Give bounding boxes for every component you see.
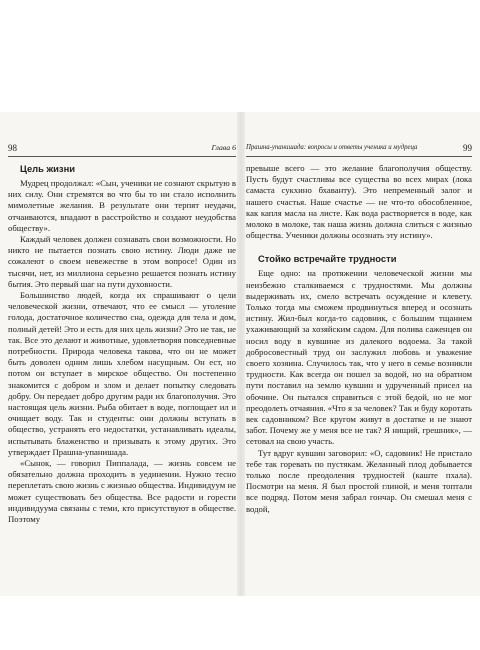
running-head: Глава 6 [211,143,236,152]
book-gutter [237,112,245,596]
section-heading: Цель жизни [20,163,75,174]
left-page-header [8,142,236,157]
paragraph: Тут вдруг кувшин заговорил: «О, садовник! Не пристало тебе так горевать по пустякам. Желанный плод добывается только после преодоления трудностей (каште пхала). Посмотри на меня. Я был простой глиной, и меня топтали все подряд. Потом меня забрал гончар. Он смешал меня с водой, [246,447,472,514]
section-heading: Стойко встречайте трудности [258,253,397,265]
paragraph: Еще одно: на протяжении человеческой жизни мы неизбежно сталкиваемся с трудностями. Мы должны выдерживать их, смело встречать осуждение и клевету. Только тогда мы сможем продвинуться вперед и осознать истину. Жил-был когда-то садовник, с большим тщанием ухаживающий за хозяйским садом. Для полива саженцев он носил воду в кувшине из далекого водоема. За такой добросовестный труд он заслужил любовь и уважение своего хозяина. Случилось так, что у него в семье возникли трудности. Как всегда он пошел за водой, но на обратном пути поставил на землю кувшин и удрученный присел на обочине. Он пытался справиться с этой бедой, но не мог преодолеть отчаяния. «Что я за человек? Так и буду коротать век садовником? Все кругом живут в достатке и не знают забот. Почему же у меня все не так? Я нищий, грешник», — сетовал на свою участь. [246,268,472,447]
paragraph: Каждый человек должен сознавать свои возможности. Но никто не пытается познать свою истину. Люди даже не сожалеют о своем невежестве в этом вопросе! Один из тысячи, нет, из миллиона серьезно решается познать истину бытия. Это первый шаг на пути духовности. [8,234,236,289]
page-number: 99 [463,143,472,153]
paragraph: «Сынок, — говорил Пиппалада, — жизнь совсем не обязательно должна проходить в уединении. Нужно тесно переплетать свою жизнь с жизнью общества. Индивидуум не может существовать без общества. Все радости и горести индивидуума связаны с теми, кто присутствуют в обществе. Поэтому [8,458,236,525]
right-page-body [246,163,472,515]
paragraph: Мудрец продолжал: «Сын, ученики не сознают скрытую в них силу. Они стремятся во что бы то ни стало исполнить мимолетные желания. В результате они терпят неудачи, отчаиваются, впадают в расстройство и создают неудобства обществу». [8,178,236,233]
running-head: Прашна-упанишада: вопросы и ответы ученика и мудреца [246,144,418,151]
paragraph-continuation: превыше всего — это желание благополучия обществу. Пусть будут счастливы все существа во всех мирах (лока самаста сукхино бхаванту). Это непременный залог и нашего счастья. Наше счастье — не что-то обособленное, как капля масла на листе. Как вода растворяется в воде, как молоко в молоке, так наша жизнь должна слиться с жизнью общества. Ученики должны осознать эту истину». [246,163,472,241]
left-page-body [8,163,236,525]
paragraph: Большинство людей, когда их спрашивают о цели человеческой жизни, отвечают, что ее смысл — утоление голода, достаточное количество сна, одежда для тела и дом, полный детей! Это и есть для них цель жизни? Это не так, не так. Все это делают и животные, удовлетворяя повседневные потребности. Природа человека такова, что он не может быть доволен одним лишь хлебом насущным. Он ест, но потом он вступает в мирское общество. Он постепенно знакомится с добром и злом и делает попытку следовать добру. Он передает добро другим ради их благополучия. Это настоящая цель жизни. Рыба обитает в воде, поглощает ил и очищает воду. Так и студенты: они должны вступать в общество, устранять его недостатки, устанавливать идеалы, испытывать блаженство и призывать к этому других. Это утверждает Прашна-упанишада. [8,290,236,457]
left-page [8,112,236,596]
page-number: 98 [8,143,17,153]
right-page [246,112,472,596]
book-spread [0,112,480,596]
right-page-header [246,142,472,157]
